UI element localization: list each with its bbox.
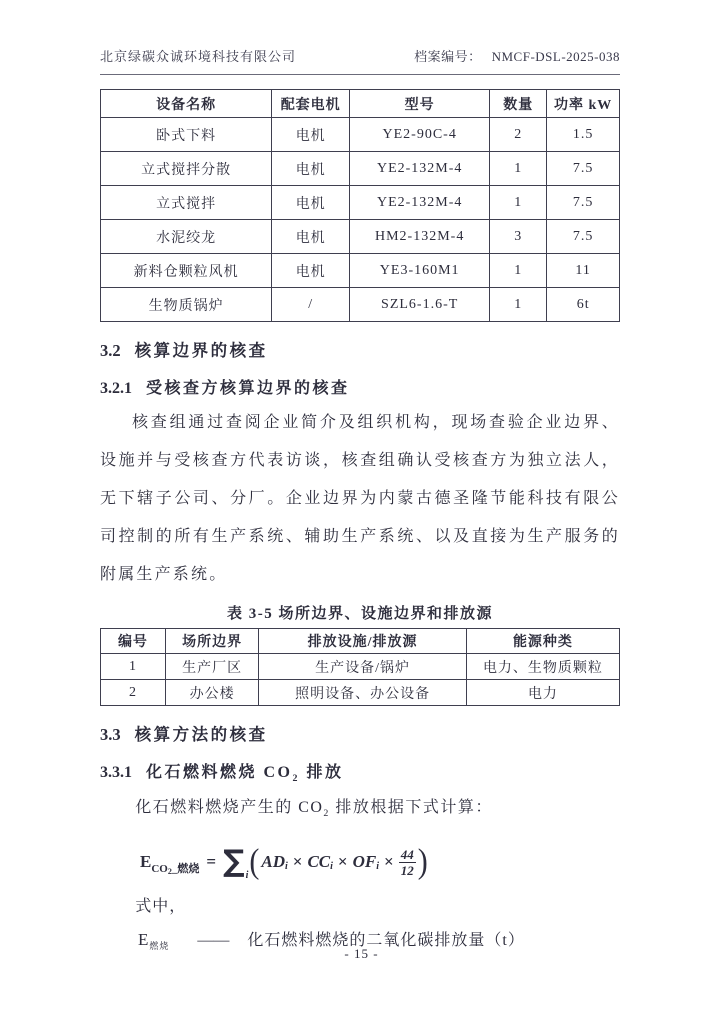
subscript: 2: [323, 808, 330, 820]
document-header: [100, 46, 620, 75]
column-header-model: 型号: [350, 90, 490, 118]
section-title: 化石燃料燃烧 $CO_2$ 排放: [146, 764, 344, 785]
co2-combustion-formula: [100, 838, 620, 886]
equals-sign: =: [206, 852, 217, 872]
archive-label: 档案编号：: [414, 49, 482, 64]
section-number: 3.3.1: [100, 764, 132, 781]
where-clause: 式中，: [135, 898, 187, 916]
cell-power: 7.5: [547, 186, 620, 220]
cell-qty: 3: [490, 220, 547, 254]
equipment-table-header-row: [101, 90, 620, 118]
column-header-energy: 能源种类: [466, 629, 619, 654]
definition-text: 化石燃料燃烧的二氧化碳排放量（t）: [247, 932, 525, 950]
section-number: 3.3: [100, 725, 121, 744]
table-row: [101, 220, 620, 254]
open-paren: (: [249, 842, 260, 881]
table-3-5-caption: 表 3-5 场所边界、设施边界和排放源: [227, 606, 493, 622]
section-heading-3-3: [100, 721, 620, 745]
definition-dash: ——: [197, 932, 230, 950]
column-header-site: 场所边界: [165, 629, 258, 654]
column-header-device: 设备名称: [101, 90, 272, 118]
cell-model: HM2-132M-4: [350, 220, 490, 254]
section-heading-3-3-1: [100, 759, 620, 784]
cell-model: YE3-160M1: [350, 254, 490, 288]
cell-device: 新料仓颗粒风机: [101, 254, 272, 288]
cell-model: YE2-132M-4: [350, 186, 490, 220]
summation-symbol: ∑ i: [223, 844, 249, 882]
cell-motor: 电机: [272, 220, 350, 254]
definition-symbol: $E_{燃烧}$: [138, 930, 170, 952]
cell-device: 生物质锅炉: [101, 288, 272, 322]
cell-device: 立式搅拌: [101, 186, 272, 220]
section-number: 3.2: [100, 341, 121, 360]
cell-id: 2: [101, 680, 166, 706]
cell-motor: 电机: [272, 152, 350, 186]
archive-number: NMCF-DSL-2025-038: [491, 49, 620, 64]
table-row: [101, 680, 620, 706]
section-number: 3.2.1: [100, 380, 132, 397]
subscript: 2: [292, 773, 300, 785]
table-row: [101, 118, 620, 152]
cell-power: 6t: [547, 288, 620, 322]
cell-model: YE2-90C-4: [350, 118, 490, 152]
page-number: - 15 -: [344, 946, 379, 961]
cell-energy: 电力: [466, 680, 619, 706]
column-header-power: 功率 kW: [547, 90, 620, 118]
table-row: [101, 186, 620, 220]
table-row: [101, 254, 620, 288]
cell-device: 水泥绞龙: [101, 220, 272, 254]
cell-facility: 照明设备、办公设备: [259, 680, 467, 706]
cell-facility: 生产设备/锅炉: [259, 654, 467, 680]
cell-energy: 电力、生物质颗粒: [466, 654, 619, 680]
cell-power: 11: [547, 254, 620, 288]
table-row: [101, 654, 620, 680]
column-header-motor: 配套电机: [272, 90, 350, 118]
boundary-paragraph: 核查组通过查阅企业简介及组织机构，现场查验企业边界、设施并与受核查方代表访谈，核查组确认受核查方为独立法人，无下辖子公司、分厂。企业边界为内蒙古德圣隆节能科技有限公司控制的所有生产系统、辅助生产系统、以及直接为生产服务的附属生产系统。: [100, 414, 620, 583]
boundary-table: [100, 628, 620, 706]
company-name: 北京绿碳众诚环境科技有限公司: [100, 49, 297, 64]
section-heading-3-2: [100, 337, 620, 361]
column-header-qty: 数量: [490, 90, 547, 118]
cell-device: 卧式下料: [101, 118, 272, 152]
table-row: [101, 288, 620, 322]
section-title: 核算方法的核查: [134, 725, 268, 744]
section-title: 核算边界的核查: [134, 341, 268, 360]
column-header-id: 编号: [101, 629, 166, 654]
formula-terms: AD i × CC i × OF i × $\frac{44}{12}$: [261, 846, 414, 878]
section-heading-3-2-1: [100, 375, 620, 398]
cell-model: YE2-132M-4: [350, 152, 490, 186]
cell-power: 1.5: [547, 118, 620, 152]
fraction-44-12: $\frac{44}{12}$: [400, 846, 414, 878]
cell-site: 生产厂区: [165, 654, 258, 680]
cell-device: 立式搅拌分散: [101, 152, 272, 186]
cell-qty: 1: [490, 254, 547, 288]
formula-intro: 化石燃料燃烧产生的 $CO_2$ 排放根据下式计算：: [135, 799, 493, 820]
cell-motor: 电机: [272, 118, 350, 152]
cell-power: 7.5: [547, 152, 620, 186]
cell-qty: 2: [490, 118, 547, 152]
cell-qty: 1: [490, 152, 547, 186]
equipment-table: [100, 89, 620, 322]
cell-power: 7.5: [547, 220, 620, 254]
cell-qty: 1: [490, 288, 547, 322]
close-paren: ): [417, 842, 428, 881]
cell-id: 1: [101, 654, 166, 680]
column-header-facility: 排放设施/排放源: [259, 629, 467, 654]
cell-motor: 电机: [272, 186, 350, 220]
archive-info: [414, 46, 620, 65]
formula-lhs: $E_{CO2\_燃烧}$: [140, 852, 200, 877]
section-title: 受核查方核算边界的核查: [146, 380, 350, 397]
cell-motor: 电机: [272, 254, 350, 288]
cell-model: SZL6-1.6-T: [350, 288, 490, 322]
cell-site: 办公楼: [165, 680, 258, 706]
cell-motor: /: [272, 288, 350, 322]
table-row: [101, 152, 620, 186]
boundary-table-header-row: [101, 629, 620, 654]
cell-qty: 1: [490, 186, 547, 220]
